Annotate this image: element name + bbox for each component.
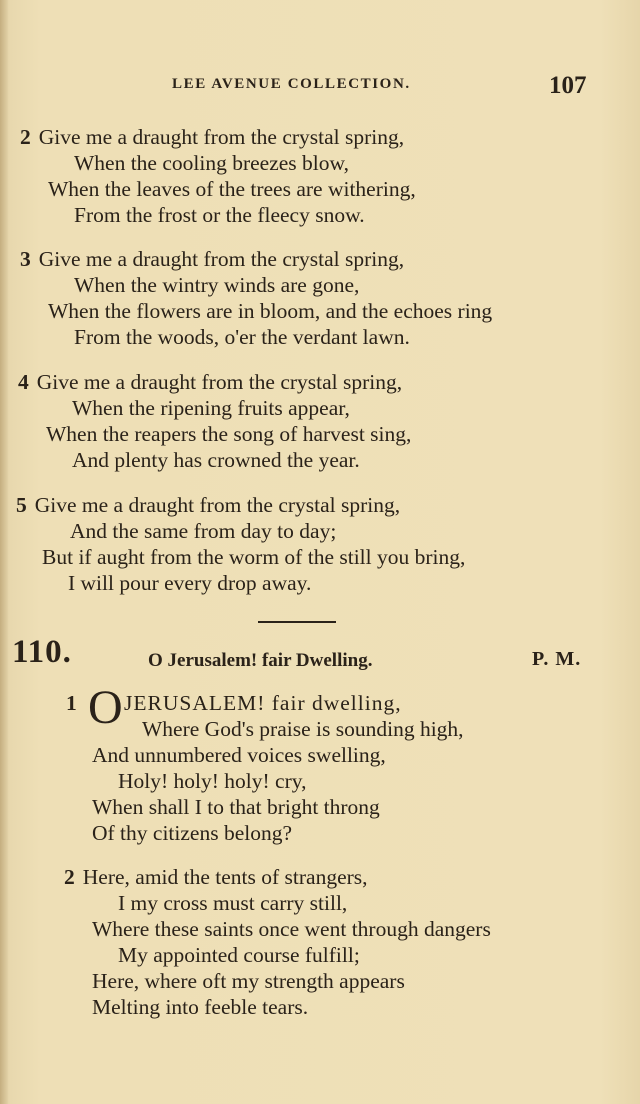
stanza-number: 3 [20, 247, 31, 271]
stanza-line: Of thy citizens belong? [92, 821, 293, 845]
stanza-line: And plenty has crowned the year. [72, 448, 360, 472]
running-title: LEE AVENUE COLLECTION. [172, 76, 411, 92]
stanza-number: 2 [20, 125, 31, 149]
stanza-line: From the frost or the fleecy snow. [74, 203, 365, 227]
binding-edge [0, 0, 8, 1104]
stanza-line: 3 Give me a draught from the crystal spring, [20, 247, 405, 271]
stanza-line: 2 Here, amid the tents of strangers, [64, 865, 368, 889]
stanza-line: When the flowers are in bloom, and the echoes ring [48, 299, 493, 323]
stanza-line: When shall I to that bright throng [92, 795, 380, 819]
stanza-line: I my cross must carry still, [118, 891, 348, 915]
stanza-line: When the leaves of the trees are withering, [48, 177, 416, 201]
stanza-line: Where God's praise is sounding high, [142, 717, 464, 741]
stanza-line: I will pour every drop away. [68, 571, 312, 595]
stanza-line: When the cooling breezes blow, [74, 151, 350, 175]
hymn-title: O Jerusalem! fair Dwelling. [148, 650, 373, 671]
stanza-line: Here, where oft my strength appears [92, 969, 405, 993]
stanza-line: 4 Give me a draught from the crystal spring, [18, 370, 403, 394]
stanza-line: Melting into feeble tears. [92, 995, 309, 1019]
stanza-line: And unnumbered voices swelling, [92, 743, 386, 767]
stanza-line: When the reapers the song of harvest sing, [46, 422, 412, 446]
stanza-line: JERUSALEM! fair dwelling, [124, 691, 402, 715]
stanza-line: When the ripening fruits appear, [72, 396, 350, 420]
section-divider [258, 621, 336, 623]
stanza-line: From the woods, o'er the verdant lawn. [74, 325, 410, 349]
hymn-meter: P. M. [532, 648, 582, 670]
stanza-line: But if aught from the worm of the still you bring, [42, 545, 466, 569]
stanza-line: 5 Give me a draught from the crystal spring, [16, 493, 401, 517]
hymn-number: 110. [12, 634, 72, 670]
stanza-line: My appointed course fulfill; [118, 943, 360, 967]
stanza-line: Holy! holy! holy! cry, [118, 769, 307, 793]
stanza-line: Where these saints once went through dangers [92, 917, 491, 941]
stanza-number: 1 [66, 691, 77, 715]
stanza-line: 2 Give me a draught from the crystal spring, [20, 125, 405, 149]
stanza-line: And the same from day to day; [70, 519, 337, 543]
stanza-number: 5 [16, 493, 27, 517]
stanza-line: When the wintry winds are gone, [74, 273, 360, 297]
drop-cap: O [88, 681, 123, 734]
stanza-number: 2 [64, 865, 75, 889]
page-number: 107 [549, 72, 587, 99]
stanza-number: 4 [18, 370, 29, 394]
